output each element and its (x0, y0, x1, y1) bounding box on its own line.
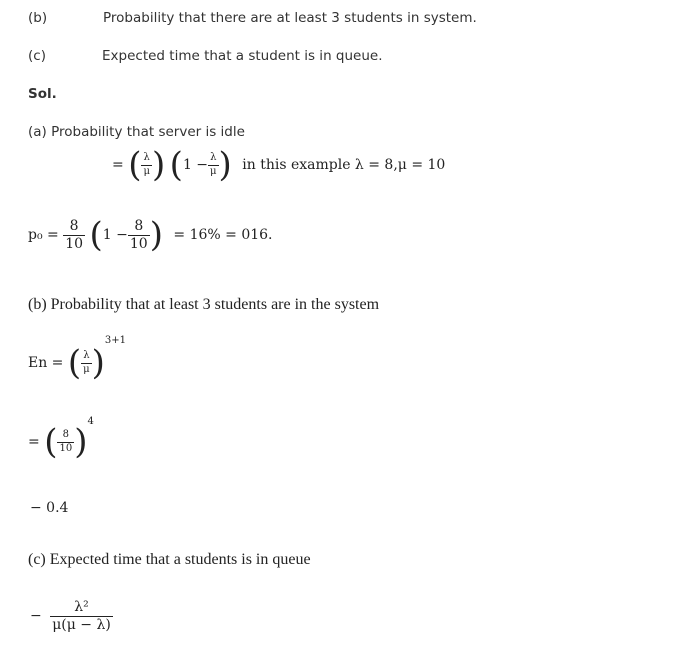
queue-time-formula: − $\frac{\text{λ²}}{\mu(\mu - \lambda)}$ (30, 599, 111, 633)
en-formula: En = ( $\frac{\lambda}{\mu}$ )$^{3+1}$ (28, 335, 127, 383)
lambda-over-mu: $\frac{\lambda}{\mu}$ (143, 152, 150, 177)
p0-formula: p₀ = $\frac{8}{10}$ (1 − $\frac{8}{10}$ ) = 16% = 016. (28, 215, 273, 255)
fraction-8-10: $\frac{8}{10}$ (65, 217, 84, 252)
part-c-heading: (c) Expected time that a students is in queue (28, 551, 311, 568)
open-paren: ( (128, 145, 142, 185)
part-a-heading: (a) Probability that server is idle (28, 124, 245, 140)
item-c-label: (c) (28, 48, 46, 64)
solution-heading: Sol. (28, 86, 57, 102)
part-a-formula: = ( $\frac{\lambda}{\mu}$ ) (1 − $\frac{\lambda}{\mu}$ ) in this example λ = 8,μ = 10 (112, 145, 446, 185)
one-minus: 1 − (182, 157, 209, 173)
part-b-result: − 0.4 (30, 500, 69, 516)
exponent-3-plus-1: 3+1 (104, 335, 127, 347)
exponent-4: 4 (87, 416, 94, 428)
eight-tenths-formula: = ( $\frac{8}{10}$ )$^4$ (28, 416, 94, 462)
lambda-over-mu-b: $\frac{\lambda}{\mu}$ (83, 350, 90, 375)
part-b-heading: (b) Probability that at least 3 students are in the system (28, 296, 380, 313)
equals-sign: = (112, 157, 124, 173)
item-b-text: Probability that there are at least 3 students in system. (103, 10, 477, 26)
lambda-over-mu-2: $\frac{\lambda}{\mu}$ (210, 152, 217, 177)
en-label: En = (28, 355, 64, 371)
item-b-label: (b) (28, 10, 48, 26)
lambda-squared-fraction: $\frac{\text{λ²}}{\mu(\mu - \lambda)}$ (52, 599, 111, 633)
close-paren: ) (151, 145, 166, 185)
p0-result: = 16% = 016. (173, 227, 273, 243)
fraction-8-10-c: $\frac{8}{10}$ (59, 429, 73, 454)
p0-label: p₀ (28, 227, 43, 243)
example-text: in this example λ = 8,μ = 10 (242, 157, 446, 173)
item-c-text: Expected time that a student is in queue. (102, 48, 383, 64)
fraction-8-10-b: $\frac{8}{10}$ (129, 217, 148, 252)
